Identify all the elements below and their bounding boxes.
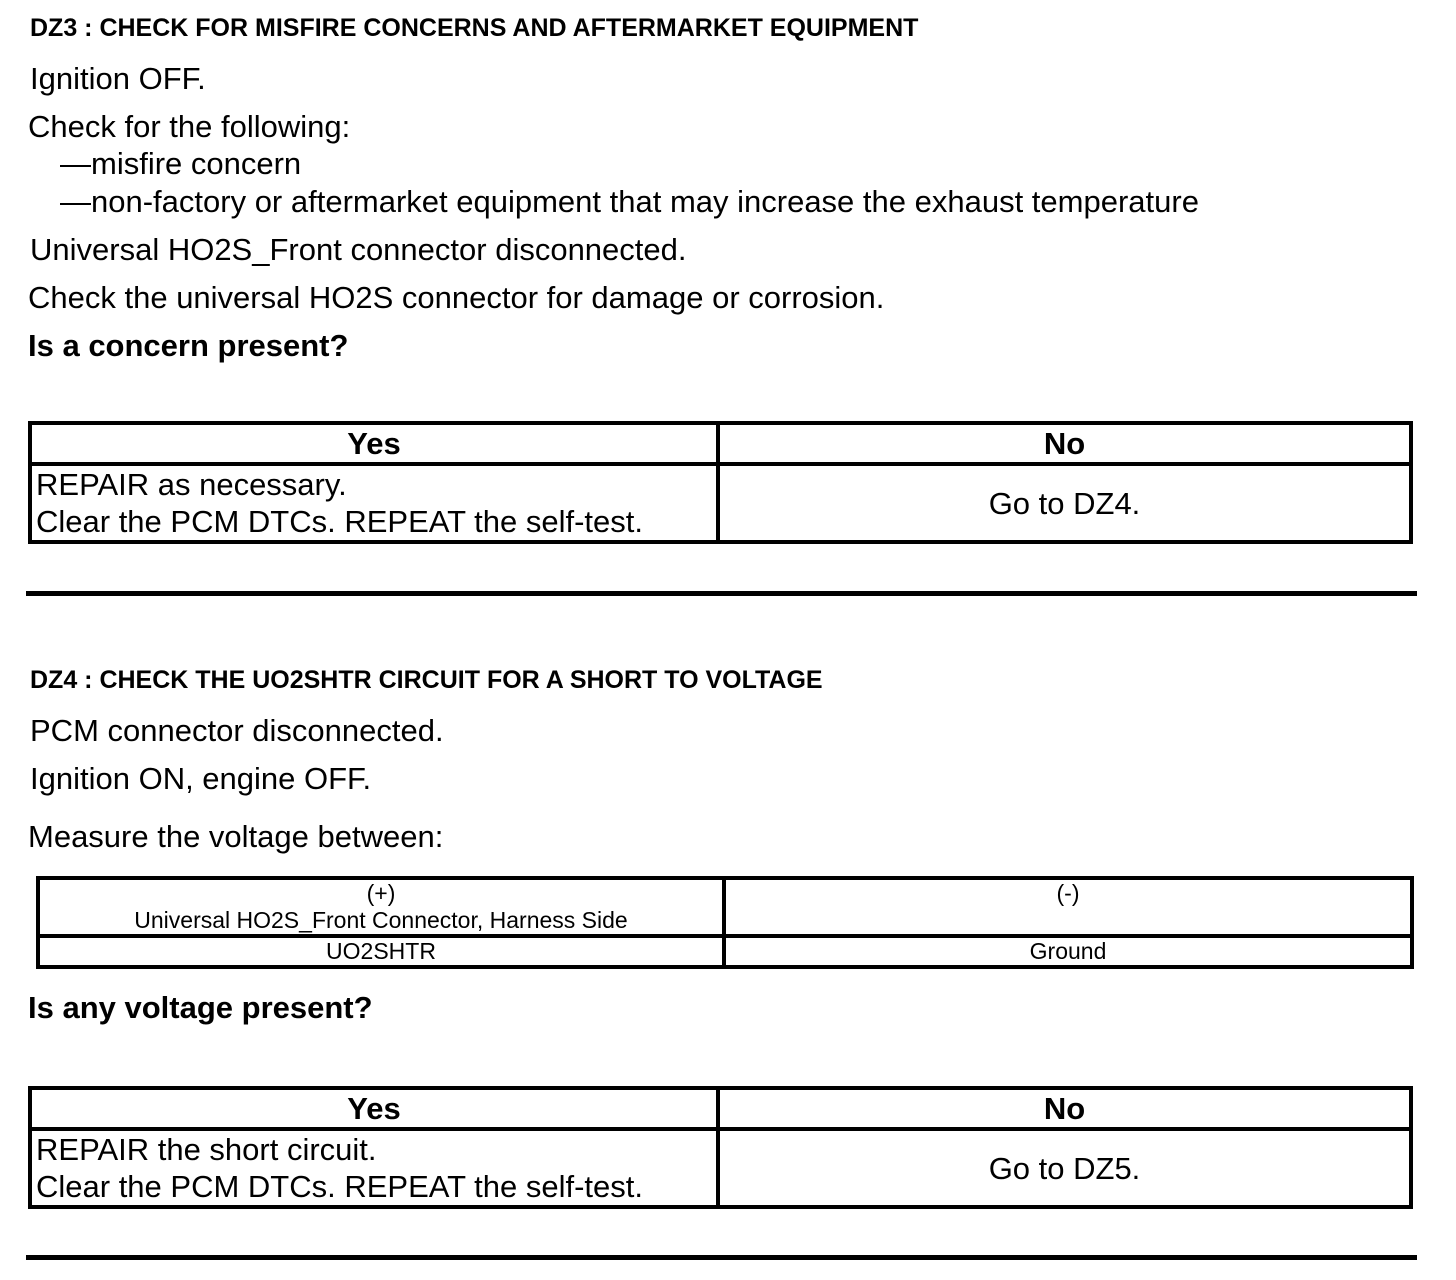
dz4-yes-line-1: REPAIR the short circuit.	[36, 1132, 377, 1167]
dz3-no-header: No	[718, 423, 1411, 464]
dz3-yes-header: Yes	[30, 423, 718, 464]
dz3-yes-line-2: Clear the PCM DTCs. REPEAT the self-test.	[36, 504, 643, 539]
dz4-measure-table	[36, 876, 1414, 969]
dz4-no-cell: Go to DZ5.	[718, 1129, 1411, 1207]
measure-plus-header: (+)	[366, 880, 396, 906]
dz3-answer-table	[28, 421, 1413, 544]
dz3-yes-cell	[30, 464, 718, 542]
dz3-step-connector: Universal HO2S_Front connector disconnected.	[30, 232, 687, 267]
section-divider-bottom	[26, 1255, 1417, 1260]
dz3-bullet-aftermarket: —non-factory or aftermarket equipment that may increase the exhaust temperature	[60, 184, 1199, 219]
measure-plus-header-cell	[38, 878, 724, 936]
dz4-no-header: No	[718, 1088, 1411, 1129]
dz4-step-ignition: Ignition ON, engine OFF.	[30, 761, 372, 796]
dz4-step-pcm: PCM connector disconnected.	[30, 713, 444, 748]
dz3-heading: DZ3 : CHECK FOR MISFIRE CONCERNS AND AFTERMARKET EQUIPMENT	[30, 14, 919, 42]
dz4-step-measure: Measure the voltage between:	[28, 819, 444, 854]
dz3-question: Is a concern present?	[28, 328, 349, 363]
dz3-yes-line-1: REPAIR as necessary.	[36, 467, 347, 502]
section-divider	[26, 591, 1417, 596]
dz3-no-cell: Go to DZ4.	[718, 464, 1411, 542]
measure-minus-header: (-)	[724, 878, 1412, 936]
dz4-answer-table	[28, 1086, 1413, 1209]
dz4-yes-header: Yes	[30, 1088, 718, 1129]
dz4-heading: DZ4 : CHECK THE UO2SHTR CIRCUIT FOR A SHORT TO VOLTAGE	[30, 666, 823, 694]
dz3-bullet-misfire: —misfire concern	[60, 146, 302, 181]
measure-plus-value: UO2SHTR	[38, 936, 724, 967]
measure-plus-sub: Universal HO2S_Front Connector, Harness Side	[134, 907, 628, 933]
dz3-step-check: Check for the following:	[28, 109, 351, 144]
dz4-yes-line-2: Clear the PCM DTCs. REPEAT the self-test.	[36, 1169, 643, 1204]
dz3-step-ignition: Ignition OFF.	[30, 61, 206, 96]
dz4-yes-cell	[30, 1129, 718, 1207]
dz3-step-inspect: Check the universal HO2S connector for damage or corrosion.	[28, 280, 885, 315]
measure-minus-value: Ground	[724, 936, 1412, 967]
dz4-question: Is any voltage present?	[28, 990, 373, 1025]
